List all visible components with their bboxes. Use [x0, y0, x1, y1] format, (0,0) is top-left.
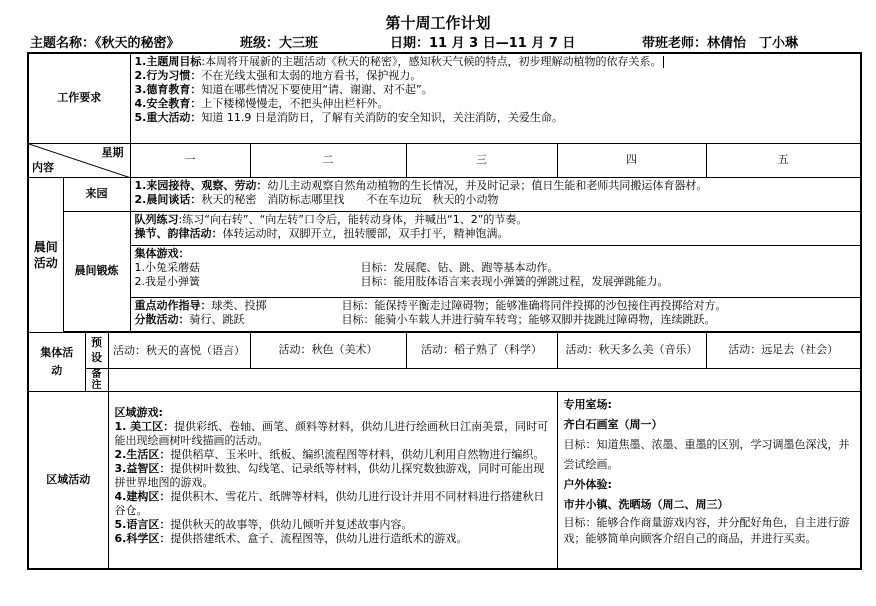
game-item: 2.我是小弹簧 目标：能用肢体语言来表现小弹簧的弹跳过程，发展弹跳能力。 [134, 274, 669, 288]
region-item: 4.建构区：提供积木、雪花片、纸牌等材料，供幼儿进行设计并用不同材料进行搭建秋日谷仓。 [114, 489, 545, 517]
morning-label: 晨间活动 [28, 177, 63, 332]
theme-name: 主题名称：《秋天的秘密》 [30, 36, 180, 51]
region-item: 2.生活区：提供稻草、玉米叶、纸板、编织流程图等材料，供幼儿利用自然物进行编织。 [114, 447, 545, 461]
arrival-content: 1.来园接待、观察、劳动：幼儿主动观察自然角动植物的生长情况，并及时记录；值日生能和老师共同搬运体育器材。 2.晨间谈话：秋天的秘密 消防标志哪里找 不在车边玩 秋天的小动物 [130, 177, 861, 211]
region-venues [557, 391, 861, 569]
day-friday: 五 [706, 143, 861, 177]
activity-thursday: 活动：秋天多么美（音乐） [557, 332, 706, 368]
region-games [108, 391, 557, 569]
activity-wednesday: 活动：稻子熟了（科学） [406, 332, 557, 368]
arrival-row [28, 177, 861, 211]
group-activity-row [28, 332, 861, 368]
exercise-content: 队列练习:练习“向右转”、“向左转”口令后，能转动身体，并喊出“1、2”的节奏。 操节、韵律活动：体转运动时，双脚开立，扭转腰部，双手打平，精神饱满。 [130, 211, 861, 245]
group-games-title: 集体游戏： [134, 246, 190, 260]
group-games-content [130, 245, 861, 297]
date-range: 日期：11 月 3 日—11 月 7 日 [390, 36, 576, 51]
activity-tuesday: 活动：秋色（美术） [250, 332, 406, 368]
outdoor-name: 市井小镇、洗晒场（周二、周三） [563, 497, 729, 511]
note-content [108, 368, 861, 391]
exercise-row [28, 211, 861, 245]
teachers: 带班老师：林倩怡 丁小琳 [642, 36, 799, 51]
week-label: 星期 [101, 145, 124, 159]
requirement-item: 4.安全教育：上下楼梯慢慢走，不把头伸出栏杆外。 [134, 97, 389, 110]
requirement-item: 5.重大活动：知道 11.9 日是消防日，了解有关消防的安全知识，关注消防，关爱生命。 [134, 111, 563, 124]
region-item: 5.语言区：提供秋天的故事等，供幼儿倾听并复述故事内容。 [114, 517, 413, 531]
requirement-item: 2.行为习惯：不在光线太强和太弱的地方看书，保护视力。 [134, 69, 422, 82]
focus-content: 重点动作指导：球类、投掷 目标：能保持平衡走过障碍物；能够准确将同伴投掷的沙包接住再投掷给对方。 分散活动：骑行、跳跃 目标：能骑小车载人并进行骑车转弯；能够双脚并拢跳过障碍物，连续跳跃。 [130, 297, 861, 331]
activity-monday: 活动：秋天的喜悦（语言） [108, 332, 250, 368]
outdoor-title: 户外体验: [563, 477, 612, 491]
note-row [28, 368, 861, 391]
region-item: 1. 美工区：提供彩纸、卷轴、画笔、颜料等材料，供幼儿进行绘画秋日江南美景，同时可能出现绘画树叶线描画的活动。 [114, 419, 549, 447]
plan-table [27, 52, 862, 570]
venue-goal: 目标：知道焦墨、浓墨、重墨的区别，学习调墨色深浅，并尝试绘画。 [563, 437, 850, 471]
note-label: 备注 [85, 368, 108, 391]
arrival-label: 来园 [63, 177, 130, 211]
venue-name: 齐白石画室（周一） [563, 417, 663, 431]
requirement-item: 3.德育教育：知道在哪些情况下要使用“请、谢谢、对不起”。 [134, 83, 433, 96]
content-label: 内容 [32, 160, 54, 174]
group-activity-label: 集体活动 [28, 332, 85, 391]
requirement-item: 1.主题周目标:本周将开展新的主题活动《秋天的秘密》，感知秋天气候的特点，初步理解动植物的依存关系。 [134, 55, 662, 68]
region-label: 区域活动 [28, 391, 108, 569]
region-row [28, 391, 861, 569]
day-thursday: 四 [557, 143, 706, 177]
focus-row [28, 297, 861, 331]
outdoor-goal: 目标：能够合作商量游戏内容，并分配好角色，自主进行游戏；能够简单向顾客介绍自己的商品，并进行买卖。 [563, 515, 850, 545]
region-item: 6.科学区：提供搭建纸术、盒子、流程图等，供幼儿进行造纸术的游戏。 [114, 531, 468, 545]
requirements-label: 工作要求 [28, 53, 130, 143]
plan-header [30, 32, 860, 50]
plan-label: 预设 [85, 332, 108, 368]
class-name: 班级：大三班 [240, 36, 319, 51]
text-cursor [663, 56, 664, 68]
day-monday: 一 [130, 143, 250, 177]
requirements-content [130, 53, 861, 143]
activity-friday: 活动：远足去（社会） [706, 332, 861, 368]
requirements-row [28, 53, 861, 143]
group-games-row [28, 245, 861, 297]
week-header-row [28, 143, 861, 177]
page-title: 第十周工作计划 [385, 14, 491, 32]
day-tuesday: 二 [250, 143, 406, 177]
game-item: 1.小兔采蘑菇 目标：发展爬、钻、跳、跑等基本动作。 [134, 260, 559, 274]
day-wednesday: 三 [406, 143, 557, 177]
exercise-label: 晨间锻炼 [63, 211, 130, 331]
venue-title: 专用室场: [563, 397, 612, 411]
week-content-corner [28, 143, 130, 177]
region-games-title: 区域游戏: [114, 405, 163, 419]
region-item: 3.益智区：提供树叶数独、勾线笔、记录纸等材料，供幼儿探究数独游戏，同时可能出现拼世界地图的游戏。 [114, 461, 545, 489]
